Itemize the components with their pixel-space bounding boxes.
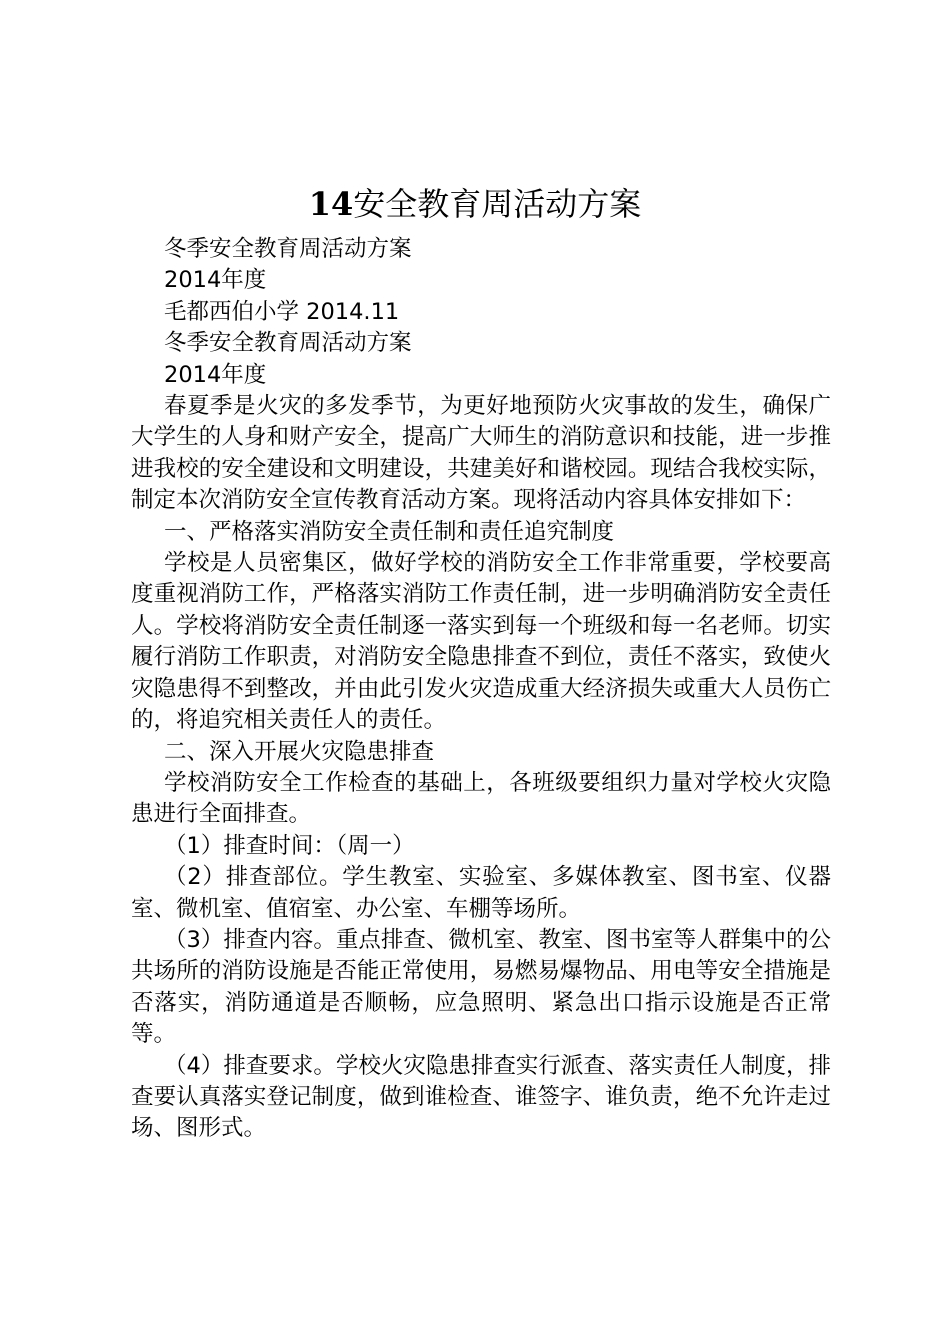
subtitle-line: 冬季安全教育周活动方案 <box>164 236 412 262</box>
year-line: 2014年度 <box>164 361 267 388</box>
subtitle-line: 冬季安全教育周活动方案 <box>164 330 412 357</box>
school-date-line: 毛都西伯小学 2014.11 <box>164 298 400 325</box>
body-paragraph: 学校是人员密集区，做好学校的消防安全工作非常重要，学校要高度重视消防工作，严格落实消防工作责任制，进一步明确消防安全责任人。学校将消防安全责任制逐一落实到每一个班级和每一名老师。切实履行消防工作职责，对消防安全隐患排查不到位，责任不落实，致使火灾隐患得不到整改，并由此引发火灾造成重大经济损失或重大人员伤亡的，将追究相关责任人的责任。 <box>131 550 831 734</box>
document-title <box>0 178 950 230</box>
title-number: 14 <box>308 185 354 223</box>
list-item: （2）排查部位。学生教室、实验室、多媒体教室、图书室、仪器室、微机室、值宿室、办公室、车棚等场所。 <box>131 864 831 922</box>
list-item: （3）排查内容。重点排查、微机室、教室、图书室等人群集中的公共场所的消防设施是否能正常使用，易燃易爆物品、用电等安全措施是否落实，消防通道是否顺畅，应急照明、紧急出口指示设施是否正常等。 <box>131 926 831 1048</box>
list-item: （1）排查时间：（周一） <box>164 832 415 859</box>
intro-paragraph: 春夏季是火灾的多发季节，为更好地预防火灾事故的发生，确保广大学生的人身和财产安全，提高广大师生的消防意识和技能，进一步推进我校的安全建设和文明建设，共建美好和谐校园。现结合我校实际，制定本次消防安全宣传教育活动方案。现将活动内容具体安排如下： <box>131 393 831 514</box>
section-heading: 二、深入开展火灾隐患排查 <box>164 738 435 765</box>
title-text: 安全教育周活动方案 <box>353 185 642 223</box>
list-item: （4）排查要求。学校火灾隐患排查实行派查、落实责任人制度，排查要认真落实登记制度，做到谁检查、谁签字、谁负责，绝不允许走过场、图形式。 <box>131 1052 831 1142</box>
year-line: 2014年度 <box>164 267 267 294</box>
section-heading: 一、严格落实消防安全责任制和责任追究制度 <box>164 518 615 545</box>
body-paragraph: 学校消防安全工作检查的基础上，各班级要组织力量对学校火灾隐患进行全面排查。 <box>131 769 831 828</box>
document-body <box>131 234 831 1145</box>
